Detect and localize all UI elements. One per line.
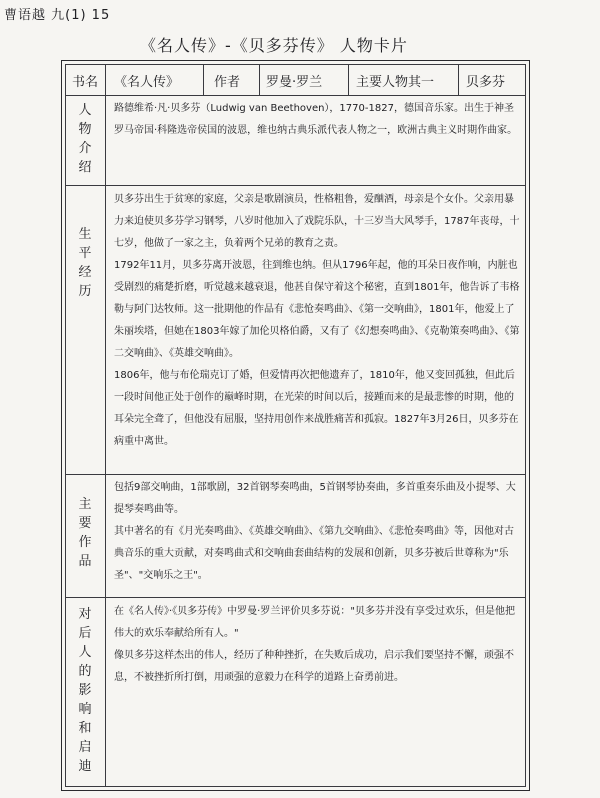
main-character-value: 贝多芬 bbox=[466, 75, 506, 90]
works-paragraph-1: 包括9部交响曲，1部歌剧，32首钢琴奏鸣曲，5首钢琴协奏曲，多首重奏乐曲及小提琴、大提琴奏鸣曲等。 bbox=[114, 482, 516, 515]
influence-label: 对后人的影响和启迪 bbox=[78, 607, 92, 774]
student-name: 曹语越 九(1) 15 bbox=[4, 8, 111, 23]
intro-paragraph: 路德维希·凡·贝多芬（Ludwig van Beethoven），1770-1827，德国音乐家。出生于神圣罗马帝国·科隆选帝侯国的波恩，维也纳古典乐派代表人物之一，欧洲古典主义时期作曲家。 bbox=[114, 103, 518, 136]
life-paragraph-3: 1806年，他与布伦瑞克订了婚，但爱情再次把他遗弃了，1810年，他又变回孤独，但此后一段时间他正处于创作的巅峰时期，在光荣的时间以后，接踵而来的是最悲惨的时期，他的耳朵完全聋了，但他没有屈服，坚持用创作来战胜痛苦和孤寂。1827年3月26日，贝多芬在病重中离世。 bbox=[114, 370, 519, 447]
main-character-label: 主要人物其一 bbox=[356, 75, 435, 90]
card-table bbox=[65, 64, 526, 787]
works-text bbox=[114, 477, 520, 587]
works-paragraph-2: 其中著名的有《月光奏鸣曲》、《英雄交响曲》、《第九交响曲》、《悲怆奏鸣曲》等，因他对古典音乐的重大贡献，对奏鸣曲式和交响曲套曲结构的发展和创新，贝多芬被后世尊称为"乐圣"、"交响乐之王"。 bbox=[114, 526, 514, 581]
row1-divider-b bbox=[259, 65, 260, 95]
row1-divider-d bbox=[458, 65, 459, 95]
character-card bbox=[61, 60, 530, 791]
row-divider-4 bbox=[66, 597, 525, 598]
book-title-label: 书名 bbox=[72, 75, 99, 90]
author-label: 作者 bbox=[214, 75, 241, 90]
intro-text bbox=[114, 98, 520, 142]
life-paragraph-1: 贝多芬出生于贫寒的家庭，父亲是歌剧演员，性格粗鲁，爱酗酒，母亲是个女仆。父亲用暴力来迫使贝多芬学习钢琴，八岁时他加入了戏院乐队，十三岁当大风琴手，1787年丧母，十七岁，他做了一家之主，负着两个兄弟的教育之责。 bbox=[114, 194, 520, 249]
life-paragraph-2: 1792年11月，贝多芬离开波恩，往到维也纳。但从1796年起，他的耳朵日夜作响，内脏也受剧烈的痛楚折磨，听觉越来越衰退，他甚自保守着这个秘密，直到1801年，他告诉了韦格勒与阿门达牧师。这一批期他的作品有《悲怆奏鸣曲》、《第一交响曲》，1801年，他爱上了朱丽埃塔，但她在1803年嫁了加伦贝格伯爵，又有了《幻想奏鸣曲》、《克勒策奏鸣曲》、《第二交响曲》、《英雄交响曲》。 bbox=[114, 260, 520, 359]
row-divider-2 bbox=[66, 185, 525, 186]
row1-divider-c bbox=[348, 65, 349, 95]
book-title-value: 《名人传》 bbox=[114, 75, 180, 90]
life-label: 生平经历 bbox=[78, 227, 92, 299]
influence-paragraph-2: 像贝多芬这样杰出的伟人，经历了种种挫折，在失败后成功，启示我们要坚持不懈，顽强不息，不被挫折所打倒，用顽强的意毅力在科学的道路上奋勇前进。 bbox=[114, 650, 514, 683]
label-column-divider bbox=[105, 65, 106, 786]
row1-divider-a bbox=[203, 65, 204, 95]
row-divider-1 bbox=[66, 95, 525, 96]
row-divider-3 bbox=[66, 474, 525, 475]
influence-paragraph-1: 在《名人传》·《贝多芬传》中罗曼·罗兰评价贝多芬说："贝多芬并没有享受过欢乐，但是他把伟大的欢乐奉献给所有人。" bbox=[114, 606, 515, 639]
card-title: 《名人传》-《贝多芬传》 人物卡片 bbox=[140, 36, 408, 55]
intro-label: 人物介绍 bbox=[78, 103, 92, 175]
influence-text bbox=[114, 601, 520, 689]
works-label: 主要作品 bbox=[78, 497, 92, 569]
author-value: 罗曼·罗兰 bbox=[266, 75, 323, 90]
life-text bbox=[114, 189, 520, 453]
